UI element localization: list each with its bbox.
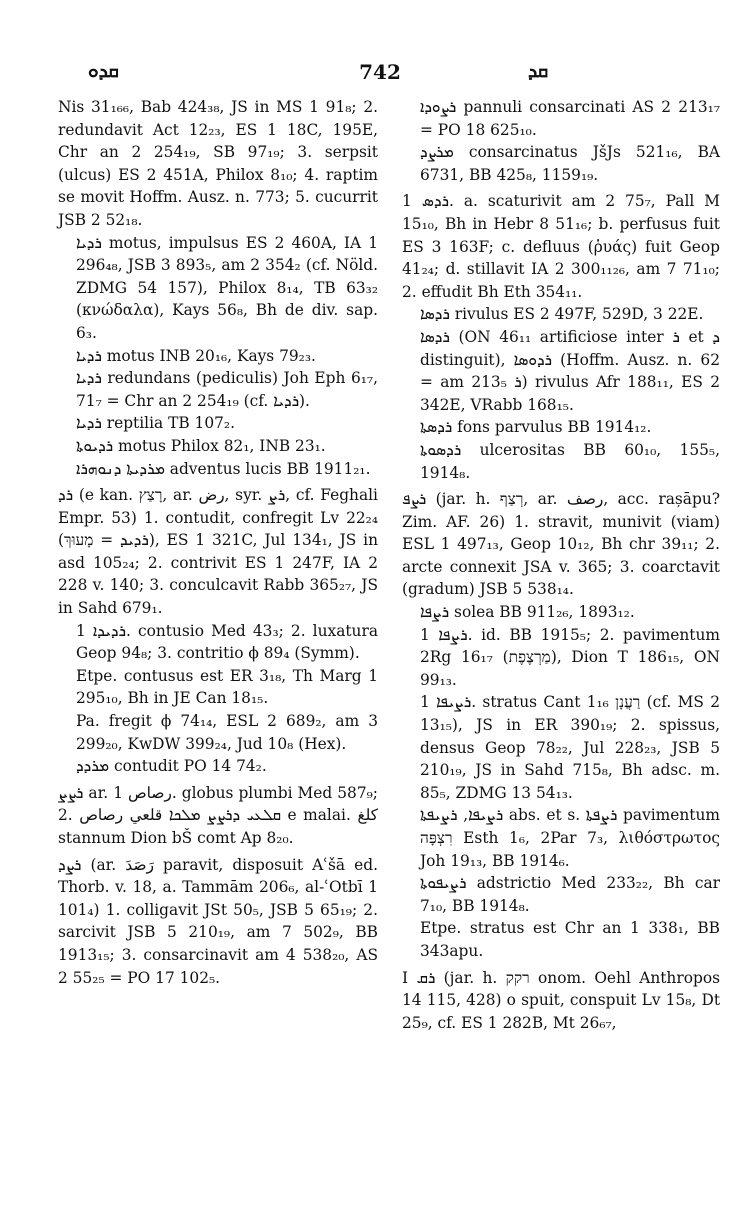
header-right-word: ܩܕ [528,60,549,82]
entry-consarcinatus: ܡܪܨܕ consarcinatus JšJs 521₁₆, BA 6731, BB 425₈, 1159₁₉. [420,143,720,184]
entry-stratus: ܪܨܝܦܐ 1. stratus Cant 1₁₆ רַעֲנָן (cf. MS 2 13₁₅), JS in ER 390₁₉; 2. spissus, densus Geop 78₂₂, Jul 228₂₃, JSB 5 210₁₉, JS in Sahd 715₈, Bh adsc. m. 85₅, ZDMG 13 54₁₃. [420,693,721,802]
entry-continuation: Nis 31₁₆₆, Bab 424₃₈, JS in MS 1 91₈; 2. redundavit Act 12₂₃, ES 1 18C, 195E, Chr an 2 254₁₉, SB 97₁₉; 3. serpsit (ulcus) ES 2 451A, Philox 8₁₀; 4. raptim se movit Hoffm. Ausz. n. 773; 5. cucurrit JSB 2 52₁₈. [58,98,378,229]
left-column [58,96,378,989]
entry-ulcerositas: ܪܕܣܘܬܐ ulcerositas BB 60₁₀, 155₅, 1914₈. [420,440,720,482]
entry-raduta: ܪܕܝܘܬܐ motus Philox 82₁, INB 23₁. [76,436,326,455]
entry-rdas-scaturivit: ܪܕܣ 1. a. scaturivit am 2 75₇, Pall M 15₁₀, Bh in Hebr 8 51₁₆; b. perfusus fuit ES 3 163F; c. defluus (ῥυάς) fuit Geop 41₂₄; d. stillavit IA 2 300₁₁₂₆, am 7 71₁₀; 2. effudit Bh Eth 354₁₁. [402,192,720,301]
right-column [402,96,720,1034]
entry-rasap-stravit: ܪܨܦ (jar. h. רְצַף, ar. رصف, acc. rașāpu? Zim. AF. 26) 1. stravit, munivit (viam) ESL 1 497₁₃, Geop 10₁₂, Bh chr 39₁₁; 2. arcte connexit JSA v. 365; 3. coarctavit (gradum) JSB 5 538₁₄. [402,490,720,599]
entry-rad-contudit: ܪܕ (e kan. רָצַץ, ar. رض, syr. ܪܨ, cf. Feghali Empr. 53) 1. contudit, confregit Lv 22₂₄ (ܪܕܝܕ = מָעוּךְ), ES 1 321C, Jul 134₁, JS in asd 105₂₄; 2. contrivit ES 1 247F, IA 2 228 v. 140; 3. conculcavit Rabb 365₂₇, JS in Sahd 679₁. [58,486,379,618]
entry-rasad: ܪܨܕ (ar. رَصَدَ paravit, disposuit Aʿšā ed. Thorb. v. 18, a. Tammām 206₆, al-ʿOtbī 1 101₄) 1. colligavit JSt 50₅, JSB 5 65₁₉; 2. sarcivit JSB 5 210₁₉, am 7 502₉, BB 1913₁₅; 3. consarcinavit am 4 538₂₀, AS 2 55₂₅ = PO 17 102₅. [58,855,378,987]
entry-rivulus-2: ܪܕܣܐ (ON 46₁₁ artificiose inter ܪ et ܕ distinguit), ܪܕܘܣܐ (Hoffm. Ausz. n. 62 = am 213₅ ܪ) rivulus Afr 188₁₁, ES 2 342E, VRabb 168₁₅. [420,327,720,414]
entry-etpe-stratus: Etpe. stratus est Chr an 1 338₁, BB 343apu. [420,919,720,960]
entry-rivulus: ܪܕܣܐ rivulus ES 2 497F, 529D, 3 22E. [420,305,704,324]
entry-raq-spuit: I ܪܩ (jar. h. רקק onom. Oehl Anthropos 14 115, 428) o spuit, conspuit Lv 15₈, Dt 25₉, cf. ES 1 282B, Mt 26₆₇, [402,968,720,1032]
entry-radya-motus: ܪܕܝܐ motus, impulsus ES 2 460A, IA 1 296₄₈, JSB 3 893₅, am 2 354₂ (cf. Nöld. ZDMG 54 157), Philox 8₁₄, TB 63₃₂ (κνώδαλα), Kays 56₈, Bh de div. sap. 6₃. [76,233,378,342]
entry-pavimentum: ܪܨܦܐ 1. id. BB 1915₅; 2. pavimentum 2Rg 16₁₇ (מַרְצֶפֶת), Dion T 186₁₅, ON 99₁₃. [420,625,720,689]
header-left-word: ܩܕܘ [88,60,119,82]
entry-adventus-lucis: ܡܪܕܝܬܐ ܕܢܘܗܪܐ adventus lucis BB 1911₂₁. [76,459,371,478]
entry-pavimentum-2: ܪܨܝܦܐ, ܪܨܝܦܬܐ abs. et s. ܪܨܦܬܐ pavimentum רִצְפָּה Esth 1₆, 2Par 7₃, λιθόστρωτος Joh 19₁₃, BB 1914₆. [420,806,720,870]
entry-etpe-contusus: Etpe. contusus est ER 3₁₈, Th Marg 1 295₁₀, Bh in JE Can 18₁₅. [76,666,378,708]
entry-contusio: ܪܕܝܕܐ 1. contusio Med 43₃; 2. luxatura Geop 94₈; 3. contritio ϕ 89₄ (Symm). [76,621,379,663]
entry-contudit: ܡܪܕܕ contudit PO 14 74₂. [76,757,267,776]
entry-radya-motus-2: ܪܕܝܐ motus INB 20₁₆, Kays 79₂₃. [76,346,316,365]
entry-solea: ܪܨܦܐ solea BB 911₂₆, 1893₁₂. [420,603,635,622]
entry-rasas: ܪܨܨ ar. رصاص 1. globus plumbi Med 587₉; 2. ܩܠܥܝ ܕܪܨܨ ܡܠܟܐ قلعي رصاص e malai. كلغ stannum Dion bŠ comt Ap 8₂₀. [58,783,379,847]
entry-redundans: ܪܕܝܐ redundans (pediculis) Joh Eph 6₁₇, 71₇ = Chr an 2 254₁₉ (cf. ܪܕܝܐ). [76,369,378,410]
entry-fons-parvulus: ܪܕܣܬܐ fons parvulus BB 1914₁₂. [420,418,652,437]
running-header [0,60,750,88]
entry-reptilia: ܪܕܝܐ reptilia TB 107₂. [76,414,235,433]
entry-pa-fregit: Pa. fregit ϕ 74₁₄, ESL 2 689₂, am 3 299₂₀, KwDW 399₂₄, Jud 10₈ (Hex). [76,712,378,753]
entry-pannuli: ܪܨܘܕܐ pannuli consarcinati AS 2 213₁₇ = PO 18 625₁₀. [420,98,720,139]
page-number: 742 [359,60,401,84]
entry-adstrictio: ܪܨܝܦܘܬܐ adstrictio Med 233₂₂, Bh car 7₁₀, BB 1914₈. [420,874,720,915]
